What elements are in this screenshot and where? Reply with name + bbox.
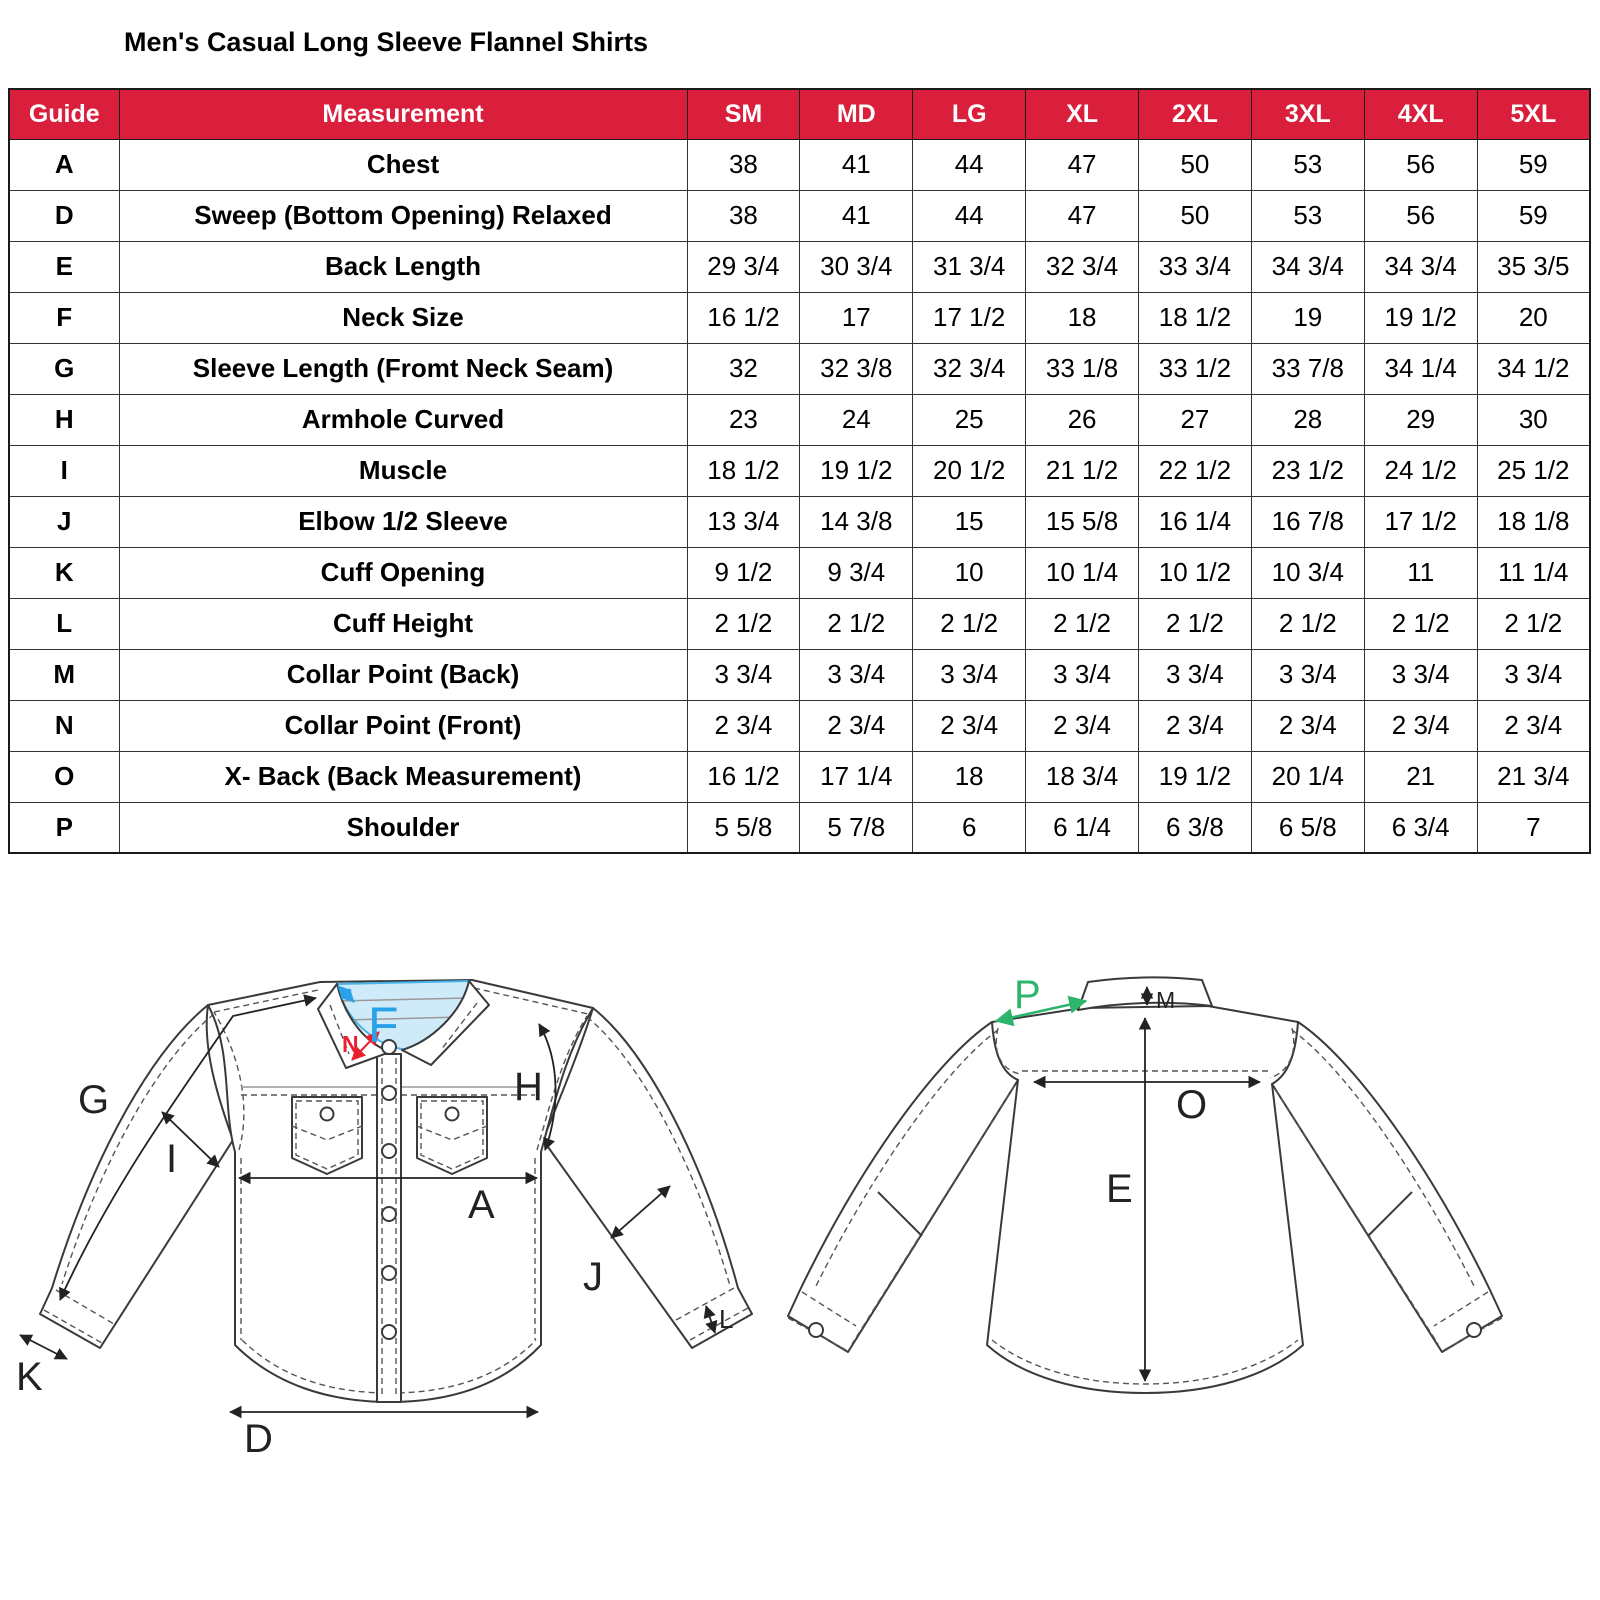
- value-cell: 27: [1139, 394, 1252, 445]
- value-cell: 32: [687, 343, 800, 394]
- shirt-measurement-diagram: [0, 930, 1600, 1460]
- value-cell: 3 3/4: [1364, 649, 1477, 700]
- column-header-xl: XL: [1026, 89, 1139, 139]
- value-cell: 44: [913, 190, 1026, 241]
- size-table-body: [9, 139, 1590, 853]
- value-cell: 44: [913, 139, 1026, 190]
- guide-cell: E: [9, 241, 119, 292]
- label-I: I: [166, 1137, 178, 1181]
- value-cell: 38: [687, 190, 800, 241]
- label-P: P: [1014, 973, 1041, 1017]
- label-O: O: [1176, 1083, 1208, 1127]
- measurement-cell: Cuff Opening: [119, 547, 687, 598]
- back-shirt-diagram: [788, 973, 1502, 1393]
- value-cell: 2 1/2: [1026, 598, 1139, 649]
- label-E: E: [1106, 1167, 1133, 1211]
- label-K: K: [16, 1355, 43, 1399]
- measurement-cell: Back Length: [119, 241, 687, 292]
- value-cell: 17 1/2: [913, 292, 1026, 343]
- label-F: F: [368, 997, 399, 1053]
- value-cell: 20 1/2: [913, 445, 1026, 496]
- value-cell: 25 1/2: [1477, 445, 1590, 496]
- value-cell: 3 3/4: [913, 649, 1026, 700]
- value-cell: 18 1/2: [1139, 292, 1252, 343]
- value-cell: 35 3/5: [1477, 241, 1590, 292]
- measurement-cell: Sweep (Bottom Opening) Relaxed: [119, 190, 687, 241]
- value-cell: 23: [687, 394, 800, 445]
- measurement-cell: Shoulder: [119, 802, 687, 853]
- value-cell: 23 1/2: [1251, 445, 1364, 496]
- value-cell: 21: [1364, 751, 1477, 802]
- measurement-cell: Elbow 1/2 Sleeve: [119, 496, 687, 547]
- measurement-cell: Neck Size: [119, 292, 687, 343]
- front-shirt-diagram: [16, 980, 752, 1460]
- value-cell: 10: [913, 547, 1026, 598]
- value-cell: 2 1/2: [1364, 598, 1477, 649]
- value-cell: 24: [800, 394, 913, 445]
- value-cell: 10 3/4: [1251, 547, 1364, 598]
- value-cell: 9 1/2: [687, 547, 800, 598]
- value-cell: 6 1/4: [1026, 802, 1139, 853]
- column-header-lg: LG: [913, 89, 1026, 139]
- value-cell: 18 3/4: [1026, 751, 1139, 802]
- pocket-button: [446, 1108, 459, 1121]
- button-placket: [377, 1054, 401, 1402]
- column-header-guide: Guide: [9, 89, 119, 139]
- value-cell: 33 1/2: [1139, 343, 1252, 394]
- value-cell: 20 1/4: [1251, 751, 1364, 802]
- value-cell: 2 1/2: [687, 598, 800, 649]
- value-cell: 16 1/2: [687, 292, 800, 343]
- value-cell: 6 3/8: [1139, 802, 1252, 853]
- value-cell: 17 1/2: [1364, 496, 1477, 547]
- value-cell: 3 3/4: [1139, 649, 1252, 700]
- value-cell: 2 3/4: [1139, 700, 1252, 751]
- cuff-button: [1467, 1323, 1481, 1337]
- table-row: [9, 751, 1590, 802]
- value-cell: 47: [1026, 190, 1139, 241]
- table-row: [9, 190, 1590, 241]
- value-cell: 16 7/8: [1251, 496, 1364, 547]
- value-cell: 31 3/4: [913, 241, 1026, 292]
- label-A: A: [468, 1183, 495, 1227]
- table-row: [9, 649, 1590, 700]
- value-cell: 18 1/2: [687, 445, 800, 496]
- value-cell: 6 3/4: [1364, 802, 1477, 853]
- value-cell: 28: [1251, 394, 1364, 445]
- label-N: N: [342, 1031, 359, 1057]
- column-header-md: MD: [800, 89, 913, 139]
- value-cell: 33 3/4: [1139, 241, 1252, 292]
- value-cell: 21 3/4: [1477, 751, 1590, 802]
- value-cell: 2 3/4: [1026, 700, 1139, 751]
- value-cell: 50: [1139, 190, 1252, 241]
- guide-cell: D: [9, 190, 119, 241]
- value-cell: 25: [913, 394, 1026, 445]
- value-cell: 17: [800, 292, 913, 343]
- value-cell: 41: [800, 139, 913, 190]
- value-cell: 32 3/4: [1026, 241, 1139, 292]
- value-cell: 2 3/4: [1477, 700, 1590, 751]
- table-row: [9, 598, 1590, 649]
- value-cell: 19 1/2: [1139, 751, 1252, 802]
- label-J: J: [583, 1255, 603, 1299]
- label-H: H: [514, 1065, 543, 1109]
- guide-cell: K: [9, 547, 119, 598]
- back-collar-band: [1078, 977, 1212, 1010]
- value-cell: 19 1/2: [800, 445, 913, 496]
- back-left-sleeve: [788, 1022, 1018, 1352]
- pocket-button: [321, 1108, 334, 1121]
- value-cell: 3 3/4: [1477, 649, 1590, 700]
- size-table-header-row: [9, 89, 1590, 139]
- guide-cell: A: [9, 139, 119, 190]
- label-D: D: [244, 1417, 273, 1460]
- value-cell: 32 3/4: [913, 343, 1026, 394]
- value-cell: 17 1/4: [800, 751, 913, 802]
- guide-cell: I: [9, 445, 119, 496]
- value-cell: 10 1/4: [1026, 547, 1139, 598]
- value-cell: 29: [1364, 394, 1477, 445]
- value-cell: 34 1/4: [1364, 343, 1477, 394]
- value-cell: 24 1/2: [1364, 445, 1477, 496]
- table-row: [9, 802, 1590, 853]
- value-cell: 10 1/2: [1139, 547, 1252, 598]
- value-cell: 50: [1139, 139, 1252, 190]
- measurement-cell: Muscle: [119, 445, 687, 496]
- table-row: [9, 241, 1590, 292]
- value-cell: 53: [1251, 190, 1364, 241]
- value-cell: 13 3/4: [687, 496, 800, 547]
- value-cell: 2 1/2: [1251, 598, 1364, 649]
- value-cell: 2 3/4: [1251, 700, 1364, 751]
- value-cell: 5 5/8: [687, 802, 800, 853]
- value-cell: 15: [913, 496, 1026, 547]
- guide-cell: L: [9, 598, 119, 649]
- value-cell: 59: [1477, 190, 1590, 241]
- value-cell: 34 3/4: [1251, 241, 1364, 292]
- table-row: [9, 496, 1590, 547]
- cuff-button: [809, 1323, 823, 1337]
- value-cell: 16 1/2: [687, 751, 800, 802]
- label-M: M: [1156, 987, 1176, 1013]
- column-header-sm: SM: [687, 89, 800, 139]
- value-cell: 26: [1026, 394, 1139, 445]
- table-row: [9, 139, 1590, 190]
- guide-cell: P: [9, 802, 119, 853]
- value-cell: 56: [1364, 190, 1477, 241]
- value-cell: 20: [1477, 292, 1590, 343]
- value-cell: 47: [1026, 139, 1139, 190]
- value-cell: 19: [1251, 292, 1364, 343]
- column-header-2xl: 2XL: [1139, 89, 1252, 139]
- guide-cell: N: [9, 700, 119, 751]
- value-cell: 53: [1251, 139, 1364, 190]
- value-cell: 2 3/4: [1364, 700, 1477, 751]
- front-right-sleeve: [543, 1008, 752, 1348]
- value-cell: 2 1/2: [800, 598, 913, 649]
- value-cell: 5 7/8: [800, 802, 913, 853]
- value-cell: 22 1/2: [1139, 445, 1252, 496]
- value-cell: 38: [687, 139, 800, 190]
- value-cell: 2 3/4: [800, 700, 913, 751]
- measurement-cell: Armhole Curved: [119, 394, 687, 445]
- value-cell: 59: [1477, 139, 1590, 190]
- size-chart-table: [8, 88, 1591, 854]
- label-G: G: [78, 1078, 110, 1122]
- table-row: [9, 394, 1590, 445]
- value-cell: 6 5/8: [1251, 802, 1364, 853]
- page-title: Men's Casual Long Sleeve Flannel Shirts: [124, 27, 649, 57]
- value-cell: 33 1/8: [1026, 343, 1139, 394]
- value-cell: 2 3/4: [687, 700, 800, 751]
- value-cell: 9 3/4: [800, 547, 913, 598]
- value-cell: 32 3/8: [800, 343, 913, 394]
- value-cell: 16 1/4: [1139, 496, 1252, 547]
- column-header-3xl: 3XL: [1251, 89, 1364, 139]
- guide-cell: M: [9, 649, 119, 700]
- measurement-cell: Cuff Height: [119, 598, 687, 649]
- value-cell: 21 1/2: [1026, 445, 1139, 496]
- value-cell: 7: [1477, 802, 1590, 853]
- measurement-cell: X- Back (Back Measurement): [119, 751, 687, 802]
- measurement-cell: Chest: [119, 139, 687, 190]
- guide-cell: O: [9, 751, 119, 802]
- measurement-cell: Collar Point (Back): [119, 649, 687, 700]
- value-cell: 3 3/4: [1251, 649, 1364, 700]
- back-right-sleeve: [1272, 1022, 1502, 1352]
- value-cell: 41: [800, 190, 913, 241]
- value-cell: 3 3/4: [1026, 649, 1139, 700]
- value-cell: 15 5/8: [1026, 496, 1139, 547]
- value-cell: 56: [1364, 139, 1477, 190]
- column-header-5xl: 5XL: [1477, 89, 1590, 139]
- table-row: [9, 292, 1590, 343]
- guide-cell: J: [9, 496, 119, 547]
- value-cell: 34 3/4: [1364, 241, 1477, 292]
- value-cell: 19 1/2: [1364, 292, 1477, 343]
- guide-cell: F: [9, 292, 119, 343]
- value-cell: 18: [913, 751, 1026, 802]
- table-row: [9, 547, 1590, 598]
- value-cell: 11: [1364, 547, 1477, 598]
- value-cell: 11 1/4: [1477, 547, 1590, 598]
- value-cell: 29 3/4: [687, 241, 800, 292]
- value-cell: 2 1/2: [1477, 598, 1590, 649]
- label-L: L: [719, 1304, 734, 1334]
- guide-cell: H: [9, 394, 119, 445]
- value-cell: 30: [1477, 394, 1590, 445]
- value-cell: 30 3/4: [800, 241, 913, 292]
- table-row: [9, 700, 1590, 751]
- value-cell: 14 3/8: [800, 496, 913, 547]
- column-header-4xl: 4XL: [1364, 89, 1477, 139]
- value-cell: 2 3/4: [913, 700, 1026, 751]
- measurement-cell: Sleeve Length (Fromt Neck Seam): [119, 343, 687, 394]
- value-cell: 3 3/4: [687, 649, 800, 700]
- value-cell: 6: [913, 802, 1026, 853]
- measurement-cell: Collar Point (Front): [119, 700, 687, 751]
- table-row: [9, 445, 1590, 496]
- value-cell: 2 1/2: [1139, 598, 1252, 649]
- value-cell: 34 1/2: [1477, 343, 1590, 394]
- guide-cell: G: [9, 343, 119, 394]
- table-row: [9, 343, 1590, 394]
- value-cell: 33 7/8: [1251, 343, 1364, 394]
- value-cell: 3 3/4: [800, 649, 913, 700]
- value-cell: 18: [1026, 292, 1139, 343]
- value-cell: 2 1/2: [913, 598, 1026, 649]
- column-header-measurement: Measurement: [119, 89, 687, 139]
- value-cell: 18 1/8: [1477, 496, 1590, 547]
